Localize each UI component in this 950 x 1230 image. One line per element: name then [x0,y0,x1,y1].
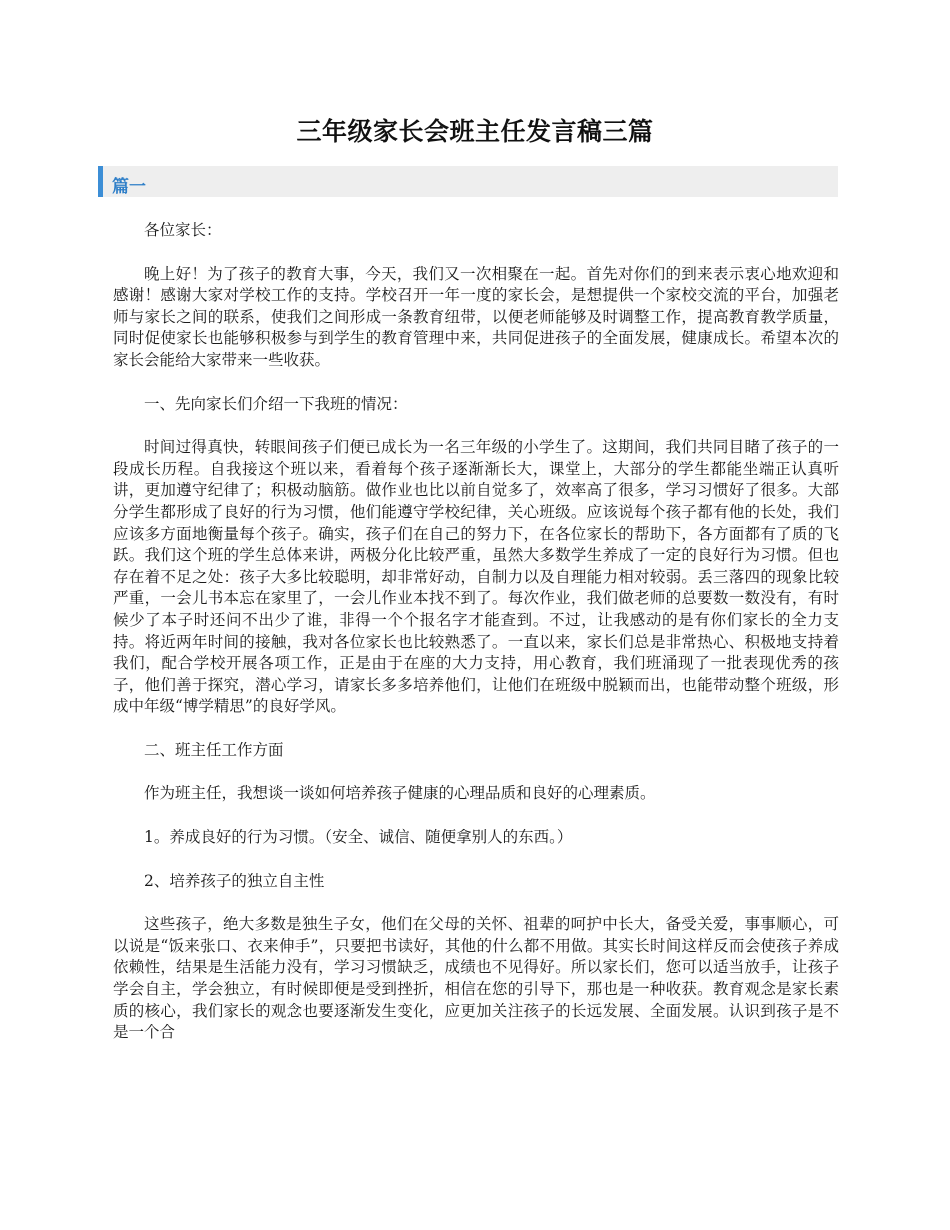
document-title: 三年级家长会班主任发言稿三篇 [296,117,654,146]
paragraph-heading-2: 二、班主任工作方面 [144,740,284,759]
paragraph-greeting: 晚上好！为了孩子的教育大事，今天，我们又一次相聚在一起。首先对你们的到来表示衷心地欢迎和感谢！感谢大家对学校工作的支持。学校召开一年一度的家长会，是想提供一个家校交流的平台，加强老师与家长之间的联系，使我们之间形成一条教育纽带，以便老师能够及时调整工作，提高教育教学质量，同时促使家长也能够积极参与到学生的教育管理中来，共同促进孩子的全面发展，健康成长。希望本次的家长会能给大家带来一些收获。 [113,264,839,369]
paragraph-heading-1: 一、先向家长们介绍一下我班的情况： [144,394,408,413]
paragraph-independence: 这些孩子，绝大多数是独生子女，他们在父母的关怀、祖辈的呵护中长大，备受关爱，事事顺心，可以说是“饭来张口、衣来伸手”，只要把书读好，其他的什么都不用做。其实长时间这样反而会使孩子养成依赖性，结果是生活能力没有，学习习惯缺乏，成绩也不见得好。所以家长们，您可以适当放手，让孩子学会自主，学会独立，有时候即便是受到挫折，相信在您的引导下，那也是一种收获。教育观念是家长素质的核心，我们家长的观念也要逐渐发生变化，应更加关注孩子的长远发展、全面发展。认识到孩子是不是一个合 [113,915,839,1042]
paragraph-salutation: 各位家长： [144,221,222,239]
paragraph-intro-psychology: 作为班主任，我想谈一谈如何培养孩子健康的心理品质和良好的心理素质。 [144,784,656,803]
paragraph-point-1: 1。养成良好的行为习惯。（安全、诚信、随便拿别人的东西。） [144,828,573,847]
section-header [98,166,838,197]
section-title: 篇一 [112,177,146,197]
document-body [113,220,839,1066]
section-accent-bar [98,166,103,197]
paragraph-class-situation: 时间过得真快，转眼间孩子们便已成长为一名三年级的小学生了。这期间，我们共同目睹了孩子的一段成长历程。自我接这个班以来，看着每个孩子逐渐渐长大，课堂上，大部分的学生都能坐端正认真听讲，更加遵守纪律了；积极动脑筋。做作业也比以前自觉多了，效率高了很多，学习习惯好了很多。大部分学生都形成了良好的行为习惯，他们能遵守学校纪律，关心班级。应该说每个孩子都有他的长处，我们应该多方面地衡量每个孩子。确实，孩子们在自己的努力下，在各位家长的帮助下，各方面都有了质的飞跃。我们这个班的学生总体来讲，两极分化比较严重，虽然大多数学生养成了一定的良好行为习惯。但也存在着不足之处：孩子大多比较聪明，却非常好动，自制力以及自理能力相对较弱。丢三落四的现象比较严重，一会儿书本忘在家里了，一会儿作业本找不到了。每次作业，我们做老师的总要数一数没有，有时候少了本子时还问不出少了谁，非得一个个报名字才能查到。不过，让我感动的是有你们家长的全力支持。将近两年时间的接触，我对各位家长也比较熟悉了。一直以来，家长们总是非常热心、积极地支持着我们，配合学校开展各项工作，正是由于在座的大力支持，用心教育，我们班涌现了一批表现优秀的孩子，他们善于探究，潜心学习，请家长多多培养他们，让他们在班级中脱颖而出，也能带动整个班级，形成中年级“博学精思”的良好学风。 [113,438,839,716]
paragraph-point-2: 2、培养孩子的独立自主性 [144,871,325,890]
